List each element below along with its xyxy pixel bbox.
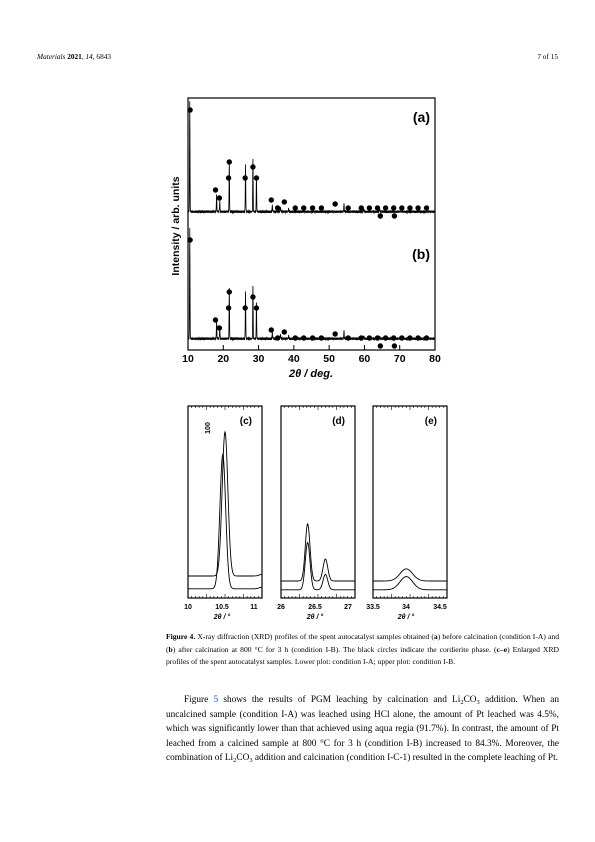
cordierite-dot-b-25 [424,335,429,340]
cordierite-dot-b-14 [319,335,324,340]
inset-frame-c [188,406,262,598]
cordierite-dot-a-3 [227,159,232,164]
cordierite-dot-b-18 [367,335,372,340]
cordierite-dot-b-1 [213,317,218,322]
cordierite-dot-b-10 [282,329,287,334]
cordierite-dot-b-19 [375,335,380,340]
inset-trace-1-1 [281,524,355,581]
panel-label-c: (c) [239,416,252,427]
cordierite-dot-a-13 [310,205,315,210]
cordierite-dot-a-16 [345,205,350,210]
main-x-tick-label-5: 60 [358,353,371,365]
tick-c-1: 10.5 [215,604,229,611]
inset-x-label-c: 2θ / ° [213,614,231,621]
trace-a [188,101,435,213]
main-x-axis-label: 2θ / deg. [288,368,334,380]
cordierite-dot-a-1 [213,187,218,192]
tick-c-2: 11 [250,604,258,611]
cordierite-dot-b-21 [391,335,396,340]
cordierite-dot-a-20 [383,205,388,210]
cordierite-dot-b-0 [187,237,192,242]
cordierite-dot-a-23 [407,205,412,210]
cordierite-dot-a-19 [375,205,380,210]
main-x-tick-label-3: 40 [288,353,300,365]
inset-frame-e [373,406,447,598]
cordierite-dot-b-16 [345,335,350,340]
cordierite-dot-b-6 [250,294,255,299]
trace-b-group [188,228,435,340]
cordierite-dot-a-7 [254,175,259,180]
cordierite-dot-b-13 [310,335,315,340]
inset-trace-1-0 [281,543,355,590]
peak-label-100: 100 [205,422,212,434]
trace-b [188,228,435,340]
cordierite-markers-b [187,237,429,348]
main-x-tick-label-0: 10 [182,353,194,365]
cordierite-dot-a-0 [187,107,192,112]
cordierite-markers-a [187,107,429,218]
inset-traces [188,432,447,590]
cordierite-dot-a-24 [415,205,420,210]
page-number: 7 of 15 [537,52,558,61]
cordierite-dot-a-6 [250,164,255,169]
body-paragraph: Figure 5 shows the results of PGM leaching by calcination and $Li_2CO_3$ addition. When an uncalcined sample (condition I-A) was leached using HCl alone, the amount of Pt leached was 4.5%, which was significantly lower than that achieved using aqua regia (91.7%). In contrast, the amount of Pt leached from a calcined sample at 800 °C for 3 h (condition I-B) increased to 84.3%. Moreover, the combination of $Li_2CO_3$ addition and calcination (condition I-C-1) resulted in the complete leaching of Pt. [166,695,559,765]
cordierite-dot-b-5 [242,305,247,310]
cordierite-dot-a-8 [269,197,274,202]
cordierite-dot-b-24 [415,335,420,340]
inset-trace-0-1 [188,432,262,576]
cordierite-dot-a-5 [242,175,247,180]
main-plot-frame [188,98,435,350]
cordierite-dot-a-14 [319,205,324,210]
inset-trace-2-0 [373,577,447,590]
cordierite-dot-a-18 [367,205,372,210]
inset-x-label-d: 2θ / ° [306,614,324,621]
cordierite-dot-a-15 [332,201,337,206]
cordierite-dot-a-17 [359,205,364,210]
cordierite-dot-b-3 [227,289,232,294]
cordierite-dot-a-26 [378,213,383,218]
main-x-tick-labels [182,353,441,365]
cordierite-dot-a-21 [391,205,396,210]
cordierite-dot-a-10 [282,199,287,204]
main-x-tick-label-6: 70 [393,353,406,365]
cordierite-dot-a-12 [301,205,306,210]
cordierite-dot-a-2 [217,195,222,200]
cordierite-dot-a-9 [275,205,280,210]
cordierite-dot-b-2 [217,325,222,330]
cordierite-dot-a-27 [392,213,397,218]
panel-label-b: (b) [412,246,430,262]
inset-trace-0-0 [188,454,262,588]
cordierite-dot-b-20 [383,335,388,340]
cordierite-dot-b-17 [359,335,364,340]
main-x-tick-label-1: 20 [217,353,230,365]
main-x-tick-label-2: 30 [252,353,265,365]
running-header-citation: Materials 2021, 14, 6843 [37,52,112,61]
tick-e-0: 33.5 [366,604,380,611]
inset-x-label-e: 2θ / ° [397,614,415,621]
panel-label-e: (e) [424,416,437,427]
tick-e-2: 34.5 [433,604,447,611]
inset-frame-d [281,406,355,598]
panel-label-d: (d) [332,416,345,427]
cordierite-dot-a-22 [399,205,404,210]
cordierite-dot-b-12 [301,335,306,340]
tick-e-1: 34 [402,604,410,611]
trace-a-group [188,101,435,213]
cordierite-dot-a-25 [424,205,429,210]
cordierite-dot-b-11 [293,335,298,340]
cordierite-dot-b-23 [407,335,412,340]
panel-label-a: (a) [412,109,430,125]
cordierite-dot-b-22 [399,335,404,340]
cordierite-dot-a-4 [226,175,231,180]
cordierite-dot-b-9 [275,335,280,340]
cordierite-dot-b-15 [332,331,337,336]
tick-d-1: 26.5 [308,604,322,611]
cordierite-dot-b-8 [269,327,274,332]
tick-c-0: 10 [184,604,192,611]
main-x-ticks [188,345,435,350]
main-x-tick-label-7: 80 [429,353,441,365]
tick-d-2: 27 [344,604,352,611]
main-x-tick-label-4: 50 [323,353,335,365]
figure-caption: Figure 4. X-ray diffraction (XRD) profiles of the spent autocatalyst samples obtained (a) before calcination (condition I-A) and (b) after calcination at 800 °C for 3 h (condition I-B). The black circles indicate the cordierite phase. (c–e) Enlarged XRD profiles of the spent autocatalyst samples. Lower plot: condition I-A; upper plot: condition I-B. [166,632,559,667]
cordierite-dot-b-27 [392,343,397,348]
main-y-axis-label: Intensity / arb. units [170,176,182,276]
tick-d-0: 26 [277,604,285,611]
figure-5-link[interactable]: 5 [213,695,219,705]
cordierite-dot-b-7 [254,305,259,310]
cordierite-dot-a-11 [293,205,298,210]
cordierite-dot-b-26 [378,343,383,348]
cordierite-dot-b-4 [226,305,231,310]
